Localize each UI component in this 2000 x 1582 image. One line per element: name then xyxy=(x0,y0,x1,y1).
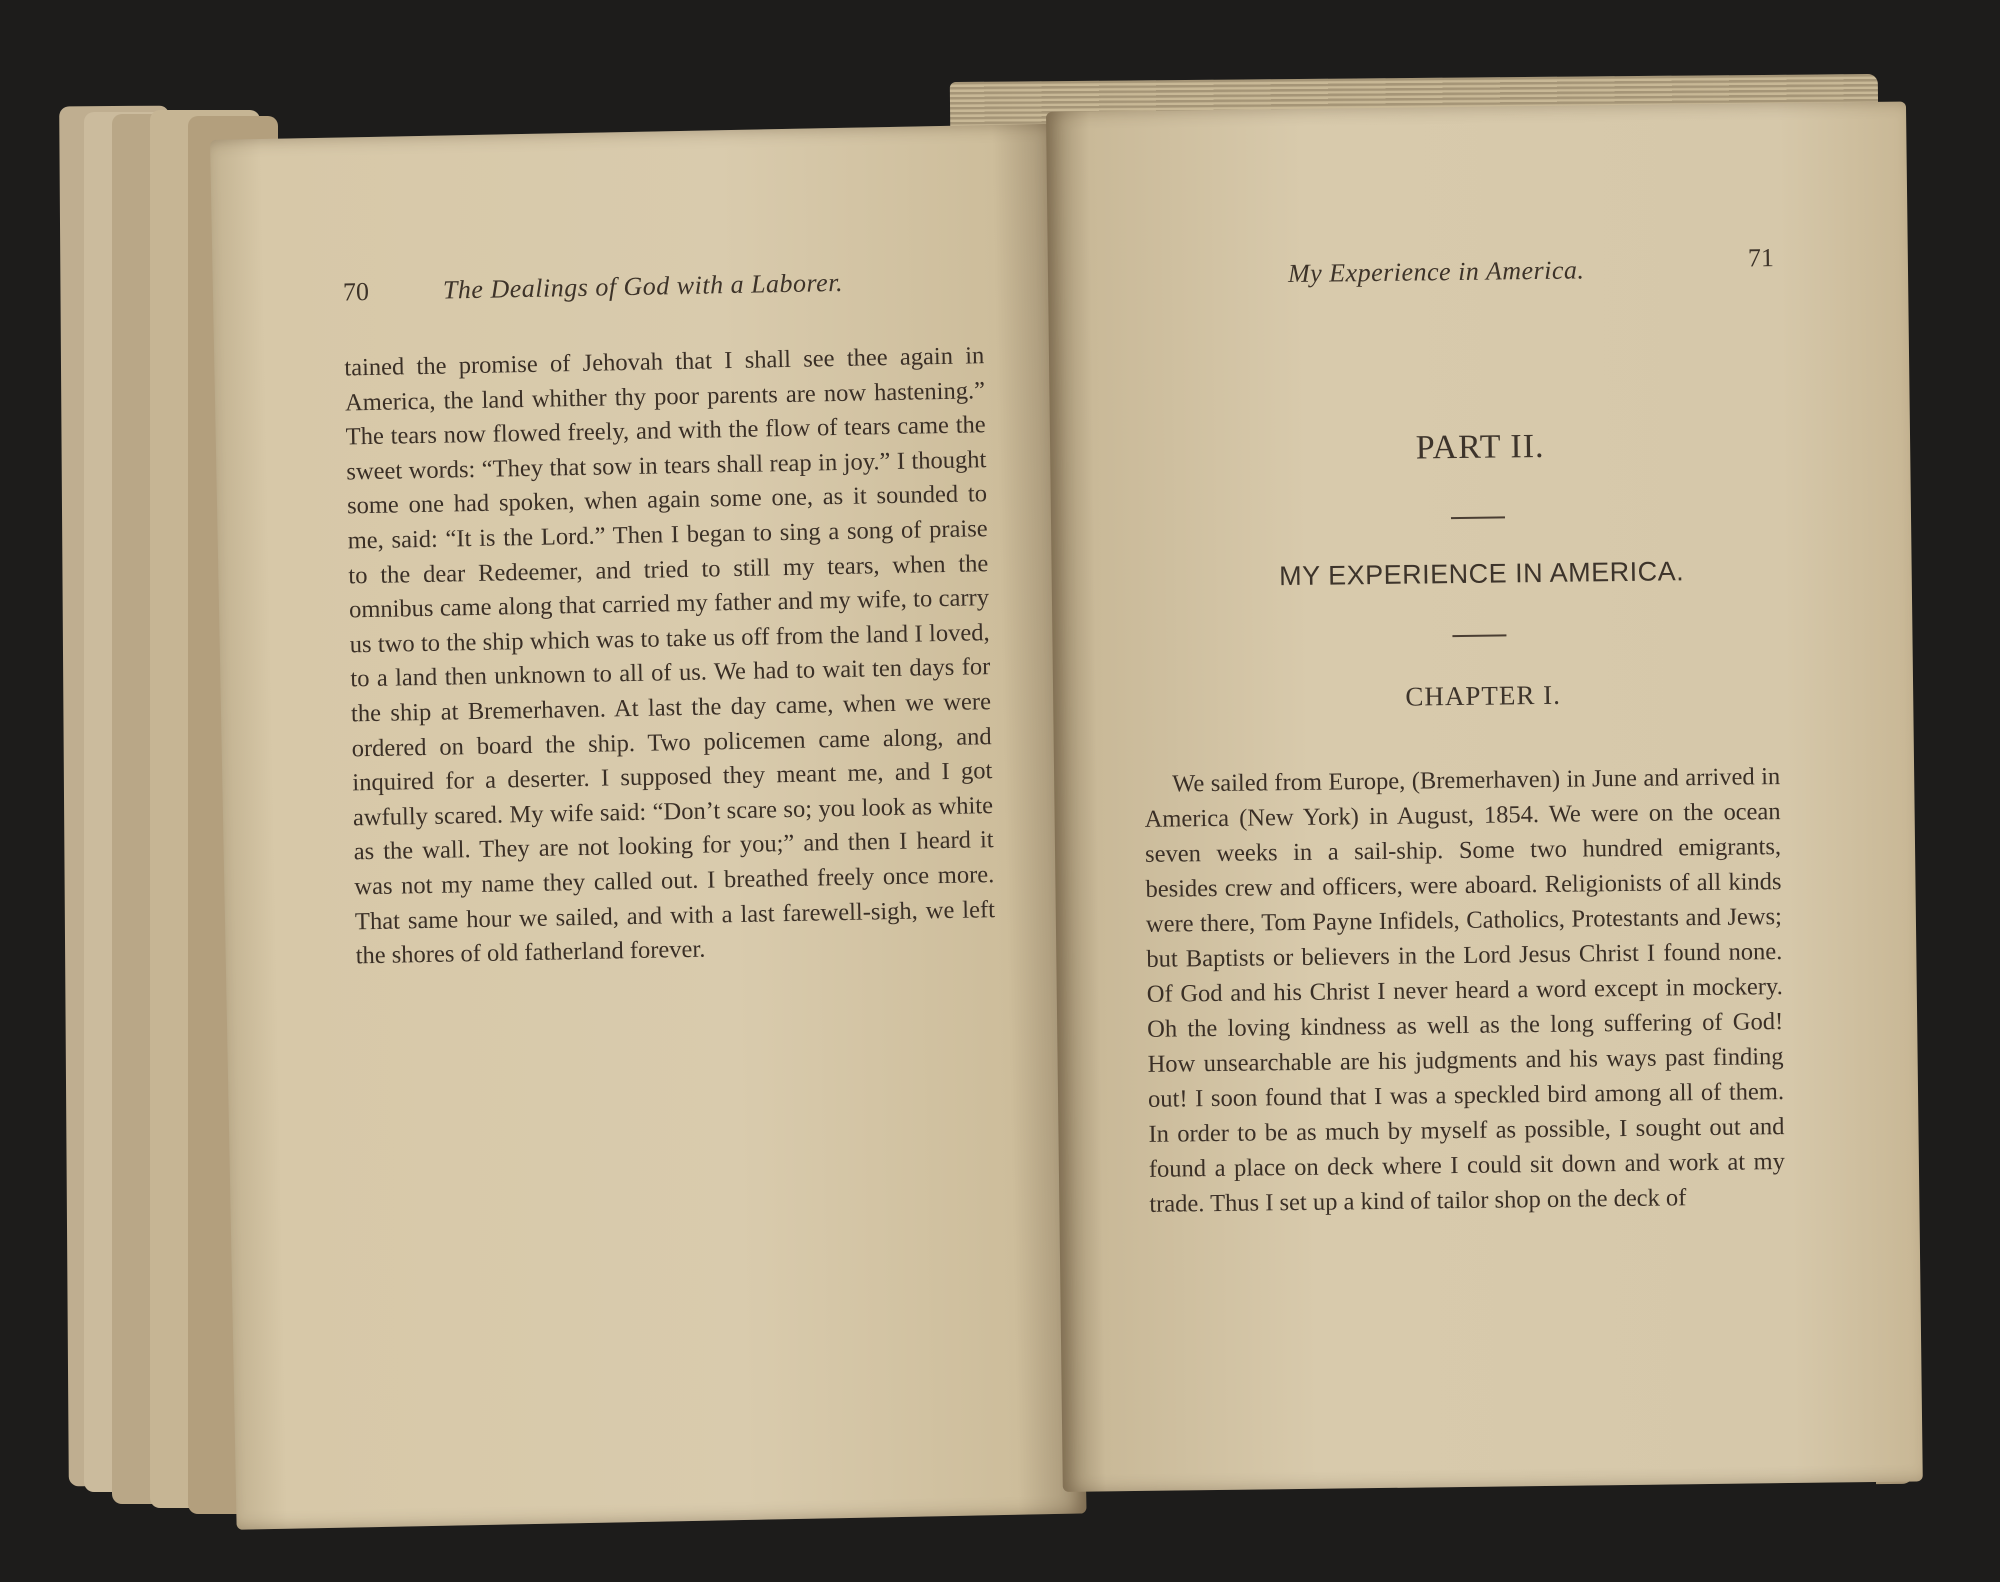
paragraph: tained the promise of Jehovah that I shall see thee again in America, the land whither thy poor parents are now hastening.” The tears now flowed freely, and with the flow of tears came the sweet words: “They that sow in tears shall reap in joy.” I thought some one had spoken, when again some one, as it sounded to me, said: “It is the Lord.” Then I began to sing a song of praise to the dear Redeemer, and tried to still my tears, when the omnibus came along that carried my father and my wife, to carry us two to the ship which was to take us off from the land I loved, to a land then unknown to all of us. We had to wait ten days for the ship at Bremerhaven. At last the day came, when we were ordered on board the ship. Two policemen came along, and inquired for a deserter. I supposed they meant me, and I got awfully scared. My wife said: “Don’t scare so; you look as white as the wall. They are not looking for you;” and then I heard it was not my name they called out. I breathed freely once more. That same hour we sailed, and with a last farewell-sigh, we left the shores of old fatherland forever. xyxy=(344,342,996,970)
chapter-heading: CHAPTER I. xyxy=(1405,679,1562,712)
body-text xyxy=(1144,759,1786,1222)
part-heading: PART II. xyxy=(1415,427,1545,467)
running-title: The Dealings of God with a Laborer. xyxy=(442,267,844,305)
part-title: MY EXPERIENCE IN AMERICA. xyxy=(1278,556,1685,592)
divider-rule xyxy=(1451,516,1505,519)
paragraph: We sailed from Europe, (Bremerhaven) in June and arrived in America (New York) in August, 1854. We were on the ocean seven weeks in a sail-ship. Some two hundred emigrants, besides crew and officers, were aboard. Religionists of all kinds were there, Tom Payne Infidels, Catholics, Protestants and Jews; but Baptists or believers in the Lord Jesus Christ I found none. Of God and his Christ I never heard a word except in mockery. Oh the loving kindness as well as the long suffering of God! How unsearchable are his judgments and his ways past finding out! I soon found that I was a speckled bird among all of them. In order to be as much by myself as possible, I sought out and found a place on deck where I could sit down and work at my trade. Thus I set up a kind of tailor shop on the deck of xyxy=(1144,763,1786,1218)
body-text xyxy=(344,339,996,974)
page-number: 70 xyxy=(342,276,370,307)
left-page xyxy=(210,124,1087,1530)
divider-rule xyxy=(1452,634,1506,637)
page-number: 71 xyxy=(1747,243,1775,273)
running-title: My Experience in America. xyxy=(1287,255,1585,289)
right-page xyxy=(1046,101,1923,1491)
